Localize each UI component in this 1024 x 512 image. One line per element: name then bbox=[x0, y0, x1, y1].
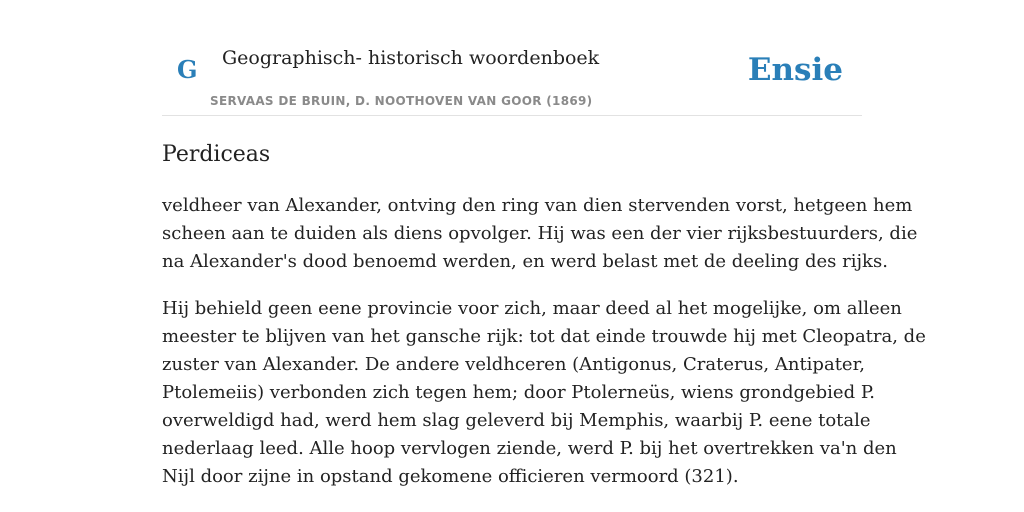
text-line: overweldigd had, werd hem slag geleverd bij Memphis, waarbij P. eene totale bbox=[162, 410, 871, 431]
book-initial-badge[interactable]: G bbox=[177, 55, 198, 84]
ensie-logo-link[interactable]: Ensie bbox=[747, 52, 843, 88]
text-line: meester te blijven van het gansche rijk: tot dat einde trouwde hij met Cleopatra, de bbox=[162, 326, 926, 347]
book-authors: SERVAAS DE BRUIN, D. NOOTHOVEN VAN GOOR (1869) bbox=[210, 94, 593, 108]
text-line: Nijl door zijne in opstand gekomene officieren vermoord (321). bbox=[162, 466, 739, 487]
entry-body bbox=[162, 192, 926, 510]
text-line: veldheer van Alexander, ontving den ring van dien stervenden vorst, hetgeen hem bbox=[162, 195, 913, 216]
entry-paragraph-2 bbox=[162, 295, 926, 491]
book-header bbox=[162, 0, 862, 116]
entry-title: Perdiceas bbox=[162, 142, 271, 167]
text-line: scheen aan te duiden als diens opvolger. Hij was een der vier rijksbestuurders, die bbox=[162, 223, 918, 244]
text-line: nederlaag leed. Alle hoop vervlogen ziende, werd P. bij het overtrekken va'n den bbox=[162, 438, 897, 459]
page bbox=[162, 0, 926, 487]
text-line: Ptolemeiis) verbonden zich tegen hem; door Ptolerneüs, wiens grondgebied P. bbox=[162, 382, 876, 403]
text-line: Hij behield geen eene provincie voor zich, maar deed al het mogelijke, om alleen bbox=[162, 298, 902, 319]
text-line: zuster van Alexander. De andere veldhceren (Antigonus, Craterus, Antipater, bbox=[162, 354, 865, 375]
book-title-link[interactable]: Geographisch- historisch woordenboek bbox=[222, 47, 600, 69]
text-line: na Alexander's dood benoemd werden, en werd belast met de deeling des rijks. bbox=[162, 251, 888, 272]
entry-paragraph-1 bbox=[162, 192, 918, 276]
